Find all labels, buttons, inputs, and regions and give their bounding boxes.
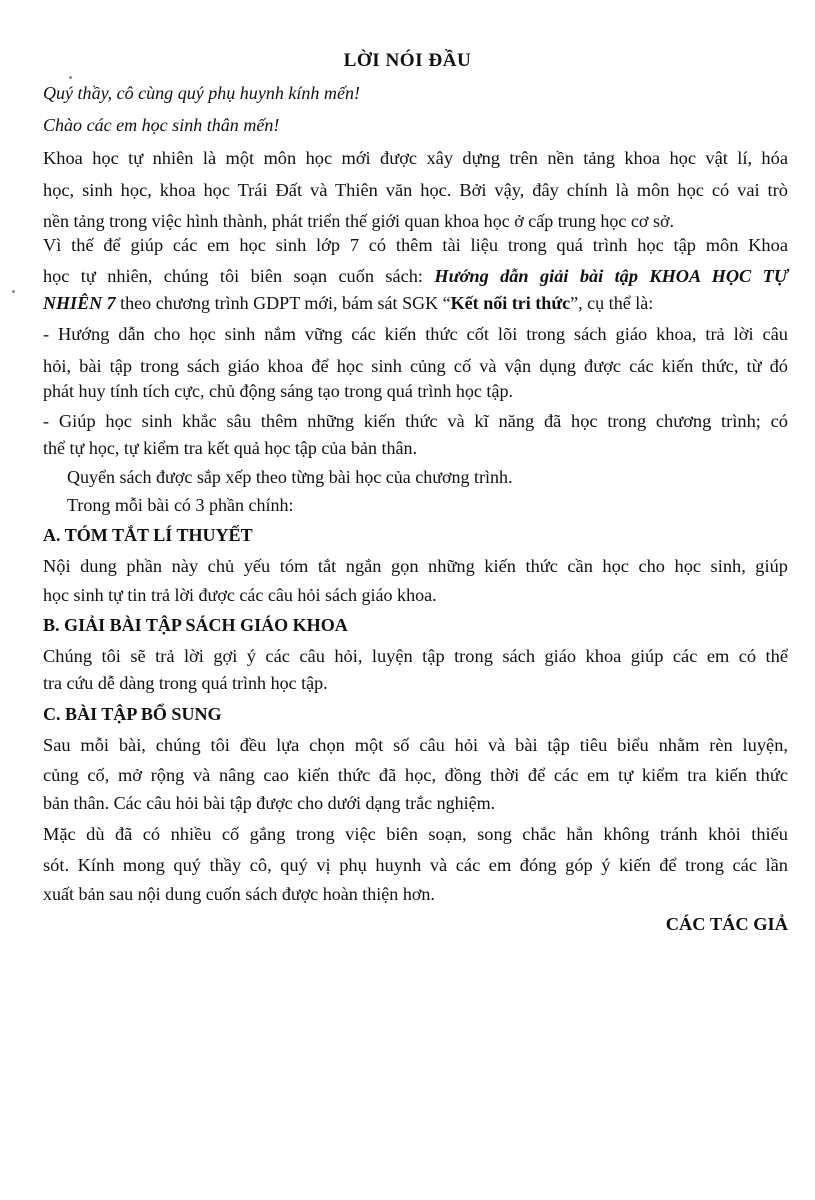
paragraph-line: học sinh tự tin trả lời được các câu hỏi sách giáo khoa. [43, 585, 437, 605]
paragraph-line: Mặc dù đã có nhiều cố gắng trong việc biên soạn, song chắc hẳn không tránh khỏi thiếu [43, 824, 788, 844]
section-heading: C. BÀI TẬP BỔ SUNG [43, 704, 222, 724]
paragraph-line [43, 266, 788, 288]
parts-intro: Trong mỗi bài có 3 phần chính: [67, 495, 294, 515]
section-heading: B. GIẢI BÀI TẬP SÁCH GIÁO KHOA [43, 615, 348, 635]
paragraph-line: phát huy tính tích cực, chủ động sáng tạo trong quá trình học tập. [43, 381, 513, 401]
page-title: LỜI NÓI ĐẦU [343, 50, 472, 71]
text-run: theo chương trình GDPT mới, bám sát SGK “ [115, 293, 451, 313]
paragraph-line: củng cố, mở rộng và nâng cao kiến thức đã học, đồng thời để các em tự kiểm tra kiến thức [43, 765, 788, 785]
paragraph-line: sót. Kính mong quý thầy cô, quý vị phụ huynh và các em đóng góp ý kiến để trong các lần [43, 855, 788, 875]
paragraph-line: tra cứu dễ dàng trong quá trình học tập. [43, 673, 328, 693]
paragraph-line: thể tự học, tự kiểm tra kết quả học tập của bản thân. [43, 438, 418, 458]
paragraph-line: bản thân. Các câu hỏi bài tập được cho dưới dạng trắc nghiệm. [43, 793, 496, 813]
book-title-part-2: NHIÊN 7 [43, 293, 116, 313]
book-title-part-1: Hướng dẫn giải bài tập KHOA HỌC TỰ [434, 266, 788, 286]
structure-note: Quyển sách được sắp xếp theo từng bài học của chương trình. [67, 467, 513, 487]
scan-speck [12, 290, 15, 293]
text-run: học tự nhiên, chúng tôi biên soạn cuốn sách: [43, 266, 435, 286]
paragraph-line: Chúng tôi sẽ trả lời gợi ý các câu hỏi, luyện tập trong sách giáo khoa giúp các em có thể [43, 646, 788, 666]
paragraph-line: - Hướng dẫn cho học sinh nắm vững các kiến thức cốt lõi trong sách giáo khoa, trả lời câu [43, 324, 788, 344]
paragraph-line [43, 293, 815, 315]
paragraph-line: Sau mỗi bài, chúng tôi đều lựa chọn một số câu hỏi và bài tập tiêu biểu nhằm rèn luyện, [43, 735, 788, 755]
paragraph-line: Vì thế để giúp các em học sinh lớp 7 có thêm tài liệu trong quá trình học tập môn Khoa [43, 235, 788, 255]
section-heading: A. TÓM TẮT LÍ THUYẾT [43, 525, 253, 545]
paragraph-line: Khoa học tự nhiên là một môn học mới được xây dựng trên nền tảng khoa học vật lí, hóa [43, 148, 788, 168]
paragraph-line: hỏi, bài tập trong sách giáo khoa để học sinh củng cố và vận dụng được các kiến thức, từ đó [43, 356, 788, 376]
text-run: ”, cụ thể là: [570, 293, 654, 313]
scan-speck [69, 76, 72, 79]
paragraph-line: - Giúp học sinh khắc sâu thêm những kiến thức và kĩ năng đã học trong chương trình; có [43, 411, 788, 431]
paragraph-line: học, sinh học, khoa học Trái Đất và Thiên văn học. Bởi vậy, đây chính là môn học có vai trò [43, 180, 788, 200]
series-name: Kết nối tri thức [450, 293, 571, 313]
paragraph-line: xuất bản sau nội dung cuốn sách được hoàn thiện hơn. [43, 884, 435, 904]
signature: CÁC TÁC GIẢ [665, 914, 788, 934]
greeting-teachers-parents: Quý thầy, cô cùng quý phụ huynh kính mến! [43, 83, 360, 103]
greeting-students: Chào các em học sinh thân mến! [43, 115, 280, 135]
paragraph-line: nền tảng trong việc hình thành, phát triển thế giới quan khoa học ở cấp trung học cơ sở. [43, 211, 675, 231]
paragraph-line: Nội dung phần này chủ yếu tóm tắt ngắn gọn những kiến thức cần học cho học sinh, giúp [43, 556, 788, 576]
